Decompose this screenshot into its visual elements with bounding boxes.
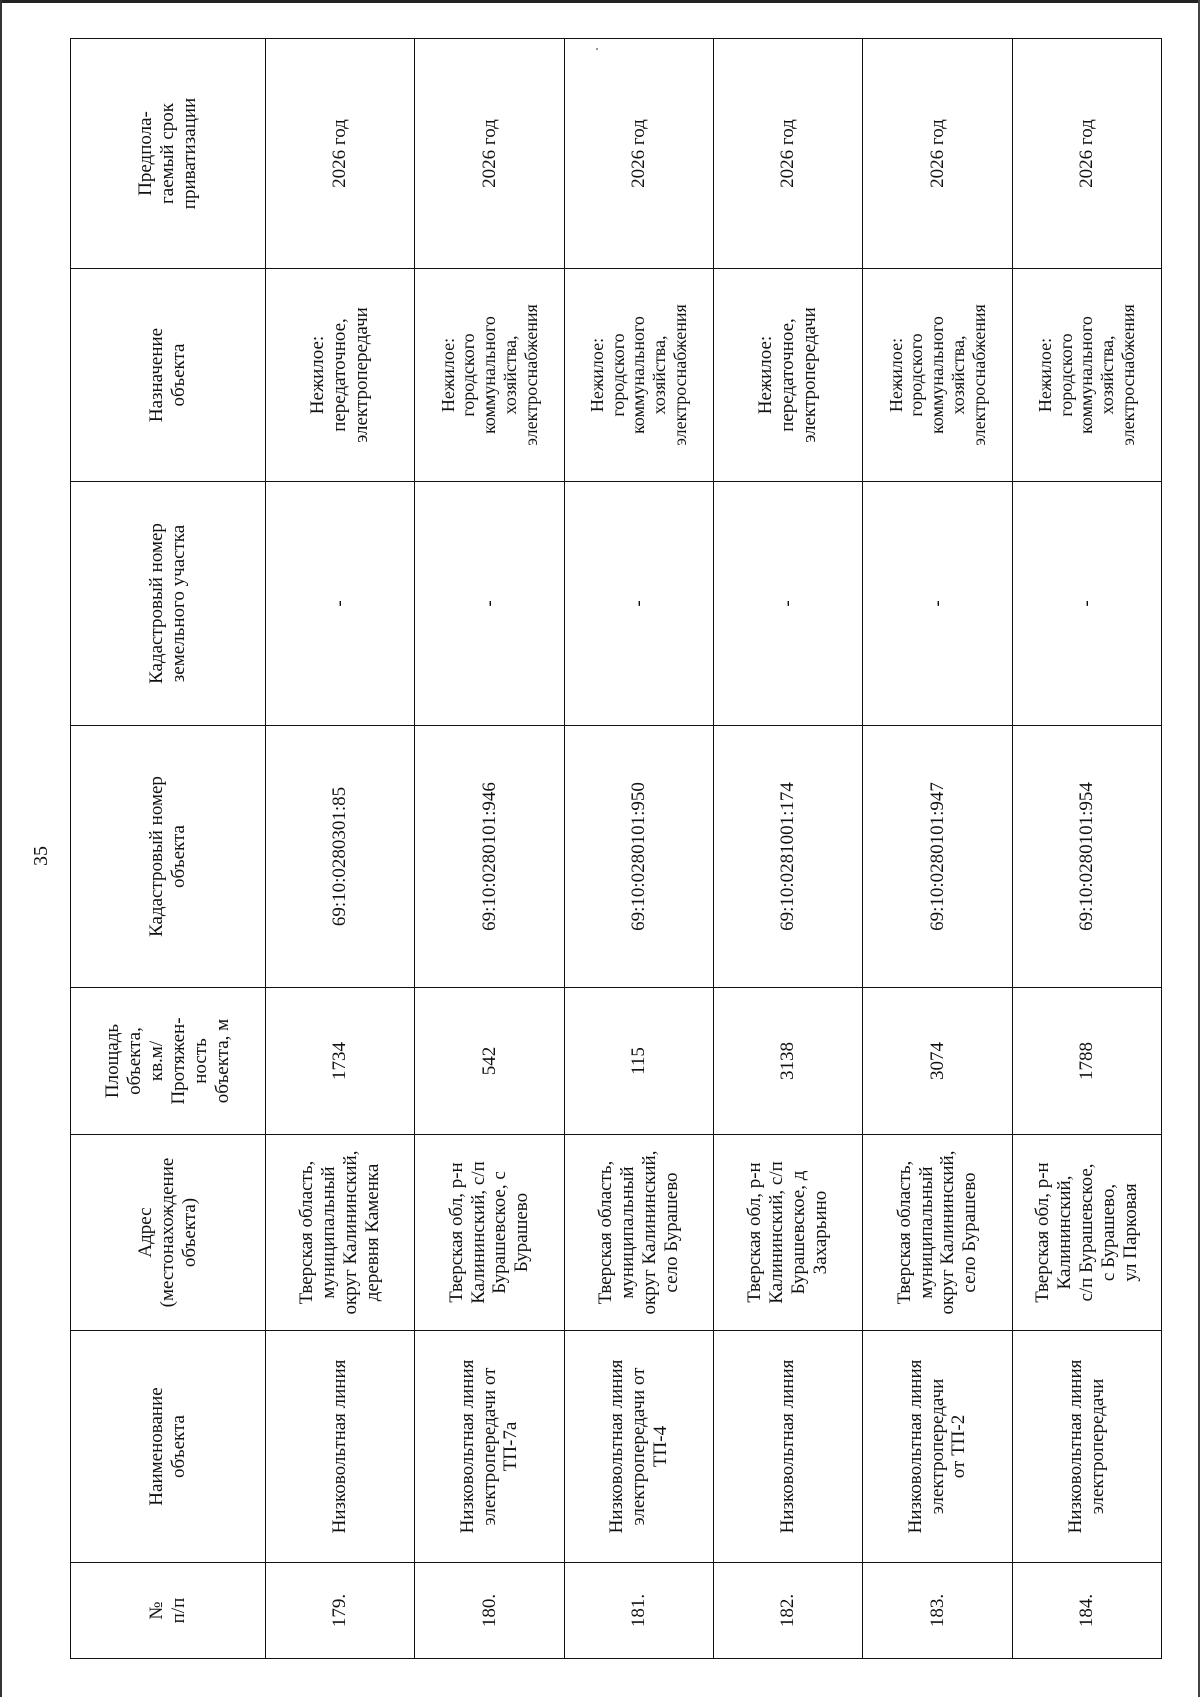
object-purpose: Нежилое: городского коммунального хозяйства, электроснабжения xyxy=(564,269,713,482)
row-number: 182. xyxy=(713,1563,862,1659)
object-address: Тверская обл, р-н Калининский, с/п Бурашевское, с Бурашево xyxy=(415,1135,564,1331)
table-row xyxy=(266,39,415,1659)
object-purpose: Нежилое: городского коммунального хозяйства, электроснабжения xyxy=(415,269,564,482)
header-object-name: Наименование объекта xyxy=(71,1331,266,1563)
table-row xyxy=(1012,39,1161,1659)
object-name: Низковольтная линия электропередачи от ТП-7а xyxy=(415,1331,564,1563)
object-address: Тверская обл, р-н Калининский, с/п Бурашевское, д Захарьино xyxy=(713,1135,862,1331)
object-name: Низковольтная линия xyxy=(266,1331,415,1563)
privatization-term: 2026 год xyxy=(863,39,1012,269)
header-privatization-term: Предпола- гаемый срок приватизации xyxy=(71,39,266,269)
cadastral-number-land: - xyxy=(415,482,564,726)
privatization-table xyxy=(70,38,1162,1659)
privatization-term: 2026 год xyxy=(564,39,713,269)
table-row xyxy=(863,39,1012,1659)
object-purpose: Нежилое: городского коммунального хозяйства, электроснабжения xyxy=(863,269,1012,482)
header-purpose: Назначение объекта xyxy=(71,269,266,482)
cadastral-number-land: - xyxy=(564,482,713,726)
table-row xyxy=(713,39,862,1659)
cadastral-number-land: - xyxy=(713,482,862,726)
object-area: 3138 xyxy=(713,988,862,1135)
object-purpose: Нежилое: городского коммунального хозяйства, электроснабжения xyxy=(1012,269,1161,482)
row-number: 184. xyxy=(1012,1563,1161,1659)
cadastral-number-object: 69:10:0281001:174 xyxy=(713,726,862,988)
header-area: Площадь объекта, кв.м/ Протяжен- ность объекта, м xyxy=(71,988,266,1135)
header-cadastral-land: Кадастровый номер земельного участка xyxy=(71,482,266,726)
privatization-term: 2026 год xyxy=(1012,39,1161,269)
header-address: Адрес (местонахождение объекта) xyxy=(71,1135,266,1331)
table-row xyxy=(415,39,564,1659)
table-row xyxy=(564,39,713,1659)
object-area: 115 xyxy=(564,988,713,1135)
object-name: Низковольтная линия электропередачи xyxy=(1012,1331,1161,1563)
object-purpose: Нежилое: передаточное, электропередачи xyxy=(713,269,862,482)
cadastral-number-object: 69:10:0280301:85 xyxy=(266,726,415,988)
row-number: 183. xyxy=(863,1563,1012,1659)
privatization-term: 2026 год xyxy=(266,39,415,269)
object-area: 542 xyxy=(415,988,564,1135)
cadastral-number-object: 69:10:0280101:950 xyxy=(564,726,713,988)
object-name: Низковольтная линия электропередачи от ТП-4 xyxy=(564,1331,713,1563)
object-area: 1788 xyxy=(1012,988,1161,1135)
object-purpose: Нежилое: передаточное, электропередачи xyxy=(266,269,415,482)
row-number: 180. xyxy=(415,1563,564,1659)
object-address: Тверская обл, р-н Калининский, с/п Бурашевское, с Бурашево, ул Парковая xyxy=(1012,1135,1161,1331)
header-number: № п/п xyxy=(71,1563,266,1659)
object-area: 3074 xyxy=(863,988,1012,1135)
object-name: Низковольтная линия электропередачи от ТП-2 xyxy=(863,1331,1012,1563)
header-cadastral-object: Кадастровый номер объекта xyxy=(71,726,266,988)
privatization-term: 2026 год xyxy=(713,39,862,269)
row-number: 179. xyxy=(266,1563,415,1659)
cadastral-number-object: 69:10:0280101:947 xyxy=(863,726,1012,988)
cadastral-number-land: - xyxy=(266,482,415,726)
object-name: Низковольтная линия xyxy=(713,1331,862,1563)
cadastral-number-land: - xyxy=(1012,482,1161,726)
cadastral-number-object: 69:10:0280101:954 xyxy=(1012,726,1161,988)
cadastral-number-land: - xyxy=(863,482,1012,726)
row-number: 181. xyxy=(564,1563,713,1659)
cadastral-number-object: 69:10:0280101:946 xyxy=(415,726,564,988)
object-area: 1734 xyxy=(266,988,415,1135)
privatization-term: 2026 год xyxy=(415,39,564,269)
object-address: Тверская область, муниципальный округ Калининский, село Бурашево xyxy=(863,1135,1012,1331)
object-address: Тверская область, муниципальный округ Калининский, деревня Каменка xyxy=(266,1135,415,1331)
table-header-row xyxy=(71,39,266,1659)
page-number: 35 xyxy=(30,846,52,866)
object-address: Тверская область, муниципальный округ Калининский, село Бурашево xyxy=(564,1135,713,1331)
